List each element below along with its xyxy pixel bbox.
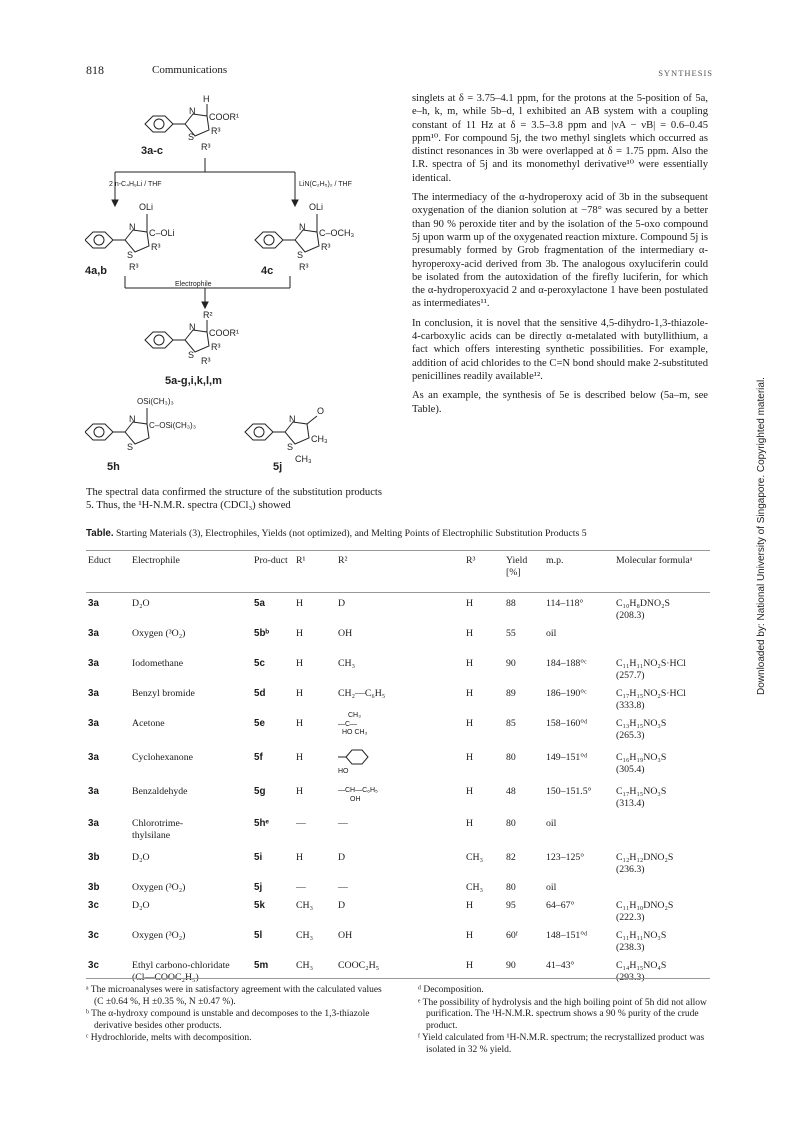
svg-text:R³: R³ — [129, 262, 139, 272]
left-paragraph: The spectral data confirmed the structure of the substitution products 5. Thus, the ¹H-N.M.R. spectra (CDCl₃) showed — [86, 487, 382, 512]
svg-text:OLi: OLi — [139, 202, 154, 212]
r2-structure-cyclohexyl: HO — [338, 746, 448, 778]
svg-text:R³: R³ — [201, 356, 211, 366]
footnote-a: ᵃ The microanalyses were in satisfactory agreement with the calculated values (C ±0.64 %, H ±0.35 %, N ±0.47 %). — [86, 985, 382, 1007]
table-caption: Table. Starting Materials (3), Electrophiles, Yields (not optimized), and Melting Points of Electrophilic Substitution Products 5 — [86, 528, 587, 539]
table-row: 3a Acetone 5e H CH₃ —C— HO CH₃ H 85 158–160°ᵈ C₁₃H₁₅NO₃S (265.3) — [88, 712, 667, 741]
footnote-d: ᵈ Decomposition. — [418, 985, 484, 995]
svg-text:S: S — [127, 442, 134, 452]
svg-text:COOR¹: COOR¹ — [209, 328, 239, 338]
svg-text:CH₃: CH₃ — [311, 434, 328, 444]
download-notice-text: Downloaded by: National University of Singapore. Copyrighted material. — [756, 377, 767, 695]
right-paragraph-4: As an example, the synthesis of 5e is described below (5a–m, see Table). — [412, 390, 708, 415]
table-row: 3a Oxygen (³O₂) 5bᵇ H OH H 55 oil — [88, 628, 557, 639]
svg-text:S: S — [188, 132, 195, 142]
svg-text:S: S — [188, 350, 195, 360]
r2-structure-benzyl: —CH—C₆H₅ OH — [338, 787, 378, 803]
svg-text:COOR¹: COOR¹ — [209, 112, 239, 122]
section-title: Communications — [152, 64, 228, 76]
svg-text:R³: R³ — [211, 126, 221, 136]
svg-text:N: N — [129, 222, 136, 232]
table-bottom-rule — [86, 978, 710, 979]
right-paragraph-1: singlets at δ = 3.75–4.1 ppm, for the protons at the 5-position of 5a, e–h, k, m, while 5b–d, l exhibited an AB system with a coupling constant of 11 Hz at δ = 3.5–3.8 ppm and |νA − νB| = 0.6–0.45 ppm¹⁰. For compound 5j, the two methyl singlets which occurred as distinct resonances in 3b were overlapped at δ = 1.75 ppm. Also the I.R. spectra of 5j and its monomethyl derivative¹⁰ were essentially identical. — [412, 93, 708, 184]
svg-text:C–OLi: C–OLi — [149, 228, 175, 238]
table-row: 3a D₂O 5a H D H 88 114–118° C₁₀H₈DNO₂S (208.3) — [88, 598, 670, 621]
svg-text:OSi(CH₃)₃: OSi(CH₃)₃ — [137, 397, 174, 406]
svg-text:N: N — [289, 414, 296, 424]
compound-5j-label: 5j — [273, 461, 283, 473]
reagent-left: 2 n-C₄H₉Li / THF — [109, 181, 162, 188]
svg-text:R³: R³ — [299, 262, 309, 272]
footnote-e: ᵉ The possibility of hydrolysis and the high boiling point of 5h did not allow purification. The ¹H-N.M.R. spectrum shows a 90 % purity of the crude product. — [418, 997, 707, 1031]
table-row: 3a Benzyl bromide 5d H CH₂—C₆H₅ H 89 186–190°ᶜ C₁₇H₁₅NO₂S·HCl (333.8) — [88, 688, 686, 711]
download-notice-sidebar — [742, 377, 782, 695]
compound-3a-c-label: 3a-c — [141, 145, 164, 157]
table-header-rule — [86, 592, 710, 593]
svg-text:R³: R³ — [151, 242, 161, 252]
svg-text:N: N — [299, 222, 306, 232]
right-column-text — [412, 92, 708, 422]
table-row: 3b Oxygen (³O₂) 5j — — CH₃ 80 oil — [88, 882, 557, 893]
journal-name: SYNTHESIS — [658, 68, 713, 78]
svg-text:S: S — [127, 250, 134, 260]
left-column-text — [86, 486, 382, 519]
svg-text:CH₃: CH₃ — [295, 454, 312, 464]
table-row: 3c Ethyl carbono-chloridate (Cl—COOC₂H₅) 5m CH₃ COOC₂H₅ H 90 41–43° C₁₄H₁₅NO₄S (293.3) — [88, 960, 667, 983]
footnotes-right — [418, 985, 718, 1057]
cyclohexane-ring-icon — [338, 746, 378, 768]
table-header: Educt Electrophile Pro-duct R¹ R² R³ Yield [%] m.p. Molecular formulaᵃ — [88, 555, 693, 578]
svg-text:S: S — [287, 442, 294, 452]
table-row: 3b D₂O 5i H D CH₃ 82 123–125° C₁₂H₁₂DNO₂S (236.3) — [88, 852, 674, 875]
table-row: 3a Chlorotrime-thylsilane 5hᵉ — — H 80 oil — [88, 818, 557, 841]
reaction-scheme — [85, 92, 385, 484]
svg-text:C–OSi(CH₃)₃: C–OSi(CH₃)₃ — [149, 421, 196, 430]
electrophile-label: Electrophile — [175, 281, 212, 288]
footnotes-left — [86, 985, 386, 1046]
table-row: 3a Iodomethane 5c H CH₃ H 90 184–188°ᶜ C₁₁H₁₁NO₂S·HCl (257.7) — [88, 658, 686, 681]
table-row: 3c Oxygen (³O₂) 5l CH₃ OH H 60ᶠ 148–151°ᵈ C₁₁H₁₁NO₃S (238.3) — [88, 930, 667, 953]
compound-4ab-label: 4a,b — [85, 265, 108, 277]
right-paragraph-3: In conclusion, it is novel that the sensitive 4,5-dihydro-1,3-thiazole-4-carboxylic acids can be directly α-metalated with butyllithium, a fact which offers interesting synthetic possibilities. For example, addition of acid chlorides to the C=N bond should make 2-substituted penicillines readily available¹². — [412, 317, 708, 382]
reagent-right: LiN(C₂H₅)₂ / THF — [299, 181, 352, 188]
data-table — [86, 598, 710, 1004]
svg-text:N: N — [129, 414, 136, 424]
right-paragraph-2: The intermediacy of the α-hydroperoxy acid of 3b in the subsequent oxygenation of the dianion solution at −78° was secured by a better than 90 % peroxide titer and by the isolation of the 5-oxo compound 5j upon warm up of the oxygenated reaction mixture. Compound 5j is presumably formed by Grob fragmentation of the intermediary α-hyroperoxy-acid derived from 3b. The analogous oxyluciferin could be isolated from the autoxidation of the firefly luciferin, for which the α-hydroperoxyacid 2 and α-peroxylactone 1 have been postulated as intermediates¹¹. — [412, 192, 708, 310]
svg-text:R²: R² — [203, 310, 213, 320]
table-row: 3a Benzaldehyde 5g H —CH—C₆H₅ OH H 48 150–151.5° C₁₇H₁₅NO₃S (313.4) — [88, 786, 667, 809]
table-top-rule — [86, 550, 710, 551]
benzene-ring-3 — [145, 116, 173, 132]
table-row: 3c D₂O 5k CH₃ D H 95 64–67° C₁₁H₁₀DNO₂S (222.3) — [88, 900, 674, 923]
r2-structure-acetone: CH₃ —C— HO CH₃ — [338, 712, 368, 736]
svg-text:N: N — [189, 106, 196, 116]
footnote-c: ᶜ Hydrochloride, melts with decomposition. — [86, 1033, 252, 1043]
svg-text:R³: R³ — [201, 142, 211, 152]
page-number: 818 — [86, 63, 104, 77]
footnote-f: ᶠ Yield calculated from ¹H-N.M.R. spectrum; the recrystallized product was isolated in 32 % yield. — [418, 1033, 705, 1055]
compound-4c-label: 4c — [261, 265, 274, 277]
svg-text:R³: R³ — [211, 342, 221, 352]
svg-text:C–OCH₃: C–OCH₃ — [319, 228, 355, 238]
table-row: 3a Cyclohexanone 5f H HO H 80 149–151°ᵈ C₁₆H₁₉NO₃S (305.4) — [86, 752, 710, 786]
svg-text:O: O — [317, 406, 325, 416]
compound-5-label: 5a-g,i,k,l,m — [165, 375, 222, 387]
atom-H: H — [203, 94, 210, 104]
svg-text:OLi: OLi — [309, 202, 324, 212]
svg-text:N: N — [189, 322, 196, 332]
footnote-b: ᵇ The α-hydroxy compound is unstable and decomposes to the 1,3-thiazole derivative besides other products. — [86, 1009, 370, 1031]
compound-5h-label: 5h — [107, 461, 120, 473]
svg-text:S: S — [297, 250, 304, 260]
svg-text:R³: R³ — [321, 242, 331, 252]
